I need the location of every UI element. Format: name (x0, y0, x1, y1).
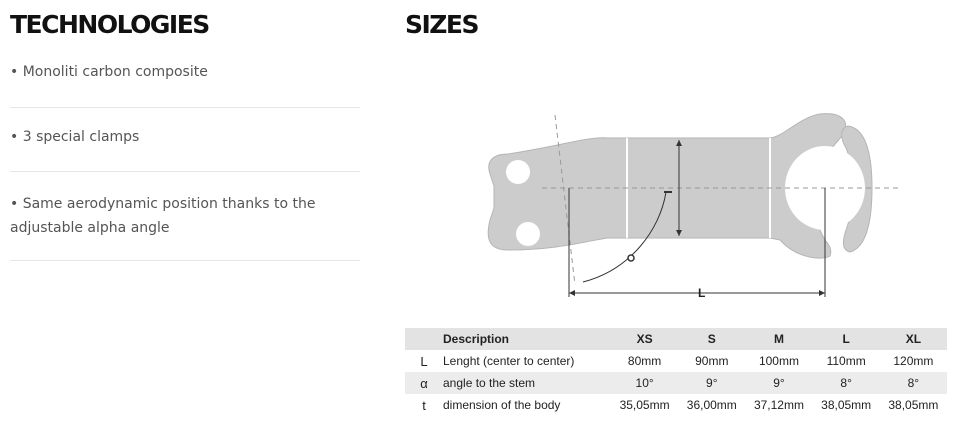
sizes-table (405, 328, 947, 416)
table-cell-symbol: L (420, 353, 428, 369)
table-header-cell: Description (443, 332, 510, 346)
table-cell: 38,05mm (821, 398, 872, 412)
table-cell: 9° (706, 376, 718, 390)
table-cell-description: dimension of the body (443, 398, 561, 412)
technologies-list (10, 60, 360, 261)
table-cell: 37,12mm (753, 398, 804, 412)
table-cell-description: Lenght (center to center) (443, 354, 575, 368)
angle-marker (628, 255, 634, 261)
feature-item-text: • 3 special clamps (10, 129, 140, 145)
table-cell: 10° (635, 376, 654, 390)
arrow-head (569, 290, 575, 296)
bolt-hole (506, 160, 530, 184)
table-row (405, 394, 947, 416)
table-header-cell: XS (636, 332, 653, 346)
table-cell: 80mm (627, 354, 662, 368)
feature-item-text: • Monoliti carbon composite (10, 64, 208, 80)
table-cell: 38,05mm (888, 398, 939, 412)
technologies-title: TECHNOLOGIES (10, 10, 209, 39)
table-cell: 8° (840, 376, 852, 390)
table-cell: 9° (773, 376, 785, 390)
length-label: L (698, 286, 706, 300)
table-cell: 35,05mm (619, 398, 670, 412)
table-cell-symbol: t (422, 397, 426, 413)
feature-item (10, 60, 360, 108)
table-cell: 100mm (758, 354, 799, 368)
table-cell: 120mm (893, 354, 934, 368)
table-header-cell: S (707, 332, 716, 346)
stem-diagram (480, 100, 920, 320)
table-header-cell (405, 328, 443, 350)
table-header-cell: L (842, 332, 850, 346)
sizes-title: SIZES (405, 10, 479, 39)
bolt-hole (516, 222, 540, 246)
table-header-cell: M (773, 332, 784, 346)
feature-item-text: • Same aerodynamic position thanks to the adjustable alpha angle (10, 196, 316, 236)
table-cell: 90mm (695, 354, 729, 368)
table-row (405, 372, 947, 394)
table-row (405, 350, 947, 372)
table-cell: 8° (907, 376, 920, 390)
arrow-head (819, 290, 825, 296)
table-cell: 36,00mm (686, 398, 737, 412)
feature-item (10, 172, 360, 261)
table-cell: 110mm (826, 354, 866, 368)
feature-item (10, 108, 360, 172)
table-header-row (405, 328, 947, 350)
table-cell-symbol: α (420, 375, 428, 391)
table-cell-description: angle to the stem (443, 376, 536, 390)
table-header-cell: XL (905, 332, 922, 346)
